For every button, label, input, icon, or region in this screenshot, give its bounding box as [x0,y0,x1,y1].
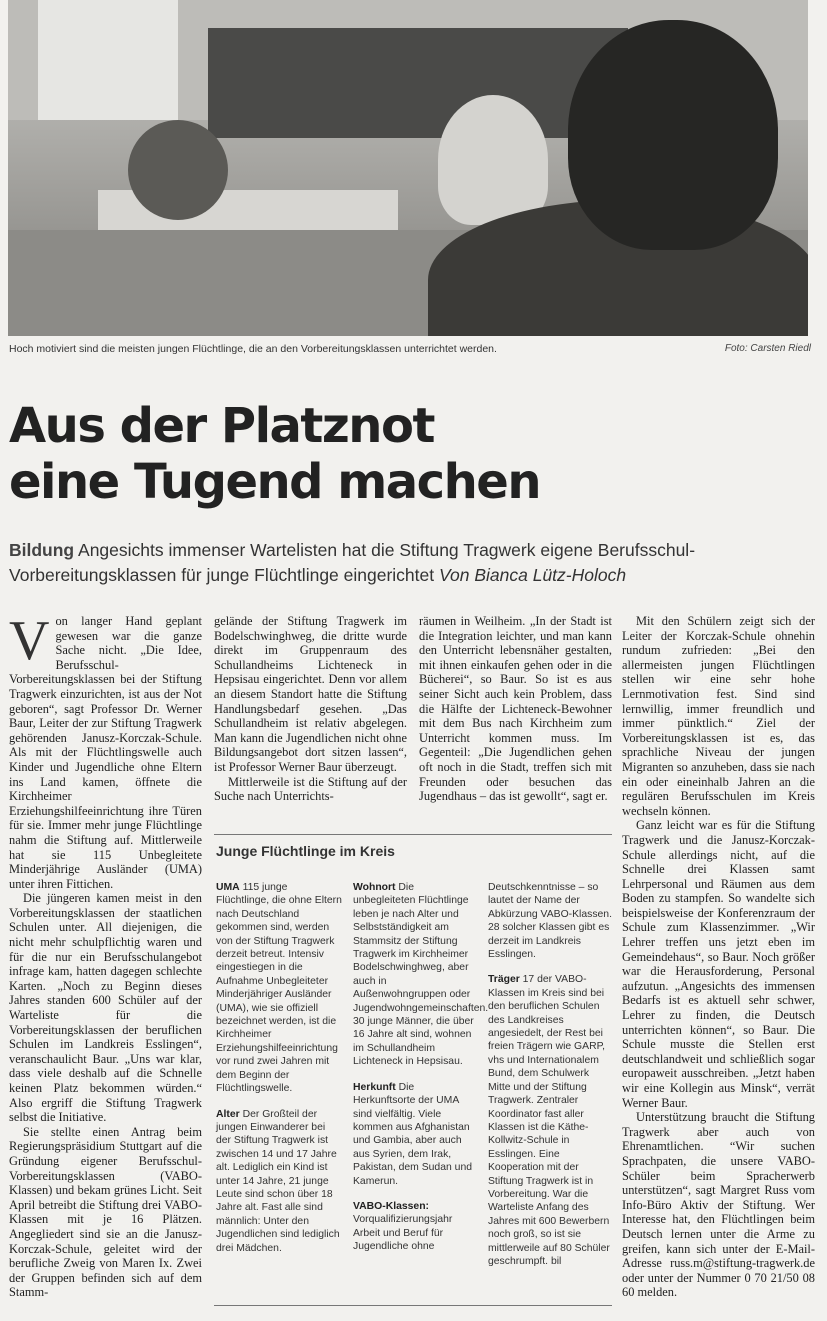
article-column-1 [9,610,202,1300]
article-paragraph: Sie stellte einen Antrag beim Regierungspräsidium Stuttgart auf die Gründung eigener Berufsschul-Vorbereitungsklassen (VABO-Klassen) und bekam grünes Licht. Seit April betreibt die Stiftung drei VABO-Klassen mit je 16 Plätzen. Angegliedert sind sie an die Janusz-Korczak-Schule, geleitet wird der berufliche Zweig von Maren Ix. Zwei der Gruppen befinden sich auf dem Stamm- [9,1124,202,1300]
article-paragraph: Mit den Schülern zeigt sich der Leiter der Korczak-Schule ohnehin rundum zufrieden: „Bei den allermeisten jungen Flüchtlingen stellen wir eine sehr hohe Lernmotivation fest. Sind sind lernwillig, immer freundlich und immer pünktlich.“ Ziel der Vorbereitungsklassen ist es, das sprachliche Niveau der jungen Migranten so anzuheben, dass sie nach ein oder eineinhalb Jahren an die regulären Berufsschulen im Kreis wechseln können. [622,614,815,818]
article-paragraph: gelände der Stiftung Tragwerk im Bodelschwinghweg, die dritte wurde direkt im Gruppenraum des Schullandheims Lichteneck in Hepsisau eingerichtet. Denn vor allem an diesem Standort hatte die Stiftung Handlungsbedarf gesehen. „Das Schullandheim ist relativ abgelegen. Man kann die Jugendlichen nicht ohne Bildungsangebot dort sitzen lassen“, ist Professor Werner Baur überzeugt. [214,614,407,774]
infobox-column-2 [353,881,489,1266]
infobox-entry: Herkunft Die Herkunftsorte der UMA sind vielfältig. Viele kommen aus Afghanistan und Gambia, aber auch aus Syrien, dem Irak, Pakistan, dem Sudan und Kamerun. [353,1081,472,1187]
infobox-entry: Wohnort Die unbegleiteten Flüchtlinge leben je nach Alter und Selbstständigkeit am Stammsitz der Stiftung Tragwerk im Kirchheimer Bodelschwinghweg, aber auch in Außenwohngruppen oder Jugendwohngemeinschaften. 30 junge Männer, die über 16 Jahre alt sind, wohnen im Schullandheim Lichteneck in Hepsisau. [353,882,489,1068]
infobox [214,834,612,1306]
article-column-2 [214,614,407,804]
headline [9,398,809,510]
article-paragraph: Ganz leicht war es für die Stiftung Tragwerk und die Janusz-Korczak-Schule allerdings nicht, auf die Schnelle drei Klassen samt Lehrpersonal und Räumen aus dem Boden zu stampfen. So wandelte sich beispielsweise der Konferenzraum der Schule zum Klassenzimmer. „Wir Lehrer treffen uns jetzt eben im Gemeindehaus“, so Baur. Noch größer war die Herausforderung, Personal aufzutun. „Angesichts des immensen Bedarfs ist es aktuell sehr schwer, Lehrer zu finden, die Deutsch unterrichten können“, so Baur. Die Schule musste die Stellen erst deutschlandweit und schließlich sogar europaweit ausschreiben. „Jetzt haben wir eine Kollegin aus Minsk“, verrät Werner Baur. [622,818,815,1110]
infobox-column-3 [488,881,614,1280]
infobox-title: Junge Flüchtlinge im Kreis [216,843,395,859]
infobox-column-1 [216,881,342,1267]
article-paragraph: Mittlerweile ist die Stiftung auf der Suche nach Unterrichts- [214,774,407,804]
headline-line2: eine Tugend machen [9,454,540,510]
infobox-entry: UMA 115 junge Flüchtlinge, die ohne Eltern nach Deutschland gekommen sind, werden von der Stiftung Tragwerk derzeit betreut. Intensiv eingestiegen in die Aufnahme Unbegleiteter Minderjähriger Ausländer (UMA), wie sie offiziell bezeichnet werden, ist die Kirchheimer Erziehungshilfeeinrichtung vor rund zwei Jahren mit dem Beginn der Flüchtlingswelle. [216,882,342,1095]
article-column-3 [419,614,612,804]
article-paragraph: räumen in Weilheim. „In der Stadt ist die Integration leichter, und man kann den Unterricht lebensnäher gestalten, mit ihnen einkaufen gehen oder in die Bücherei“, so Baur. So ist es aus seiner Sicht auch kein Problem, dass die Hälfte der Lichteneck-Bewohner mit dem Bus nach Kirchheim zum Unterricht kommen muss. Im Gegenteil: „Die Jugendlichen gehen oft noch in die Stadt, treffen sich mit Freunden oder besuchen das Jugendhaus – das ist gewollt“, sagt er. [419,614,612,804]
deck-text: Angesichts immenser Wartelisten hat die Stiftung Tragwerk eigene Berufsschul-Vorbereitungsklassen für junge Flüchtlinge eingerichtet [9,540,696,585]
article-paragraph: Von langer Hand geplant gewesen war die ganze Sache nicht. „Die Idee, Berufsschul-Vorbereitungsklassen bei der Stiftung Tragwerk einzurichten, ist aus der Not geboren“, sagt Professor Dr. Werner Baur, Leiter der zur Stiftung Tragwerk gehörenden Janusz-Korczak-Schule. Als mit der Flüchtlingswelle auch Kinder und Jugendliche ohne Eltern ins Land kamen, öffnete die Kirchheimer Erziehungshilfeeinrichtung ihre Türen für sie. Immer mehr junge Flüchtlinge nahm die Stiftung auf. Mittlerweile hat sie 115 Unbegleitete Minderjährige Ausländer (UMA) unter ihren Fittichen. [9,610,202,891]
headline-line1: Aus der Platznot [9,398,434,454]
classroom-photo [8,0,808,336]
article-paragraph: Unterstützung braucht die Stiftung Tragwerk aber auch von Ehrenamtlichen. “Wir suchen Sprachpaten, die unsere VABO-Schüler beim Spracherwerb unterstützen“, sagt Margret Russ vom Info-Büro Aktiv der Stiftung. Wer Interesse hat, den Flüchtlingen beim Deutsch lernen unter die Arme zu greifen, kann sich unter der E-Mail-Adresse russ.m@stiftung-tragwerk.de oder unter der Nummer 0 70 21/50 08 60 melden. [622,1110,815,1300]
infobox-entry: Alter Der Großteil der jungen Einwanderer bei der Stiftung Tragwerk ist zwischen 14 und 17 Jahre alt. Lediglich ein Kind ist unter 14 Jahre, 21 junge Leute sind schon über 18 Jahre alt. Fast alle sind männlich: Unter den Jugendlichen sind lediglich drei Mädchen. [216,1108,340,1254]
infobox-entry: Deutschkenntnisse – so lautet der Name der Abkürzung VABO-Klassen. 28 solcher Klassen gibt es derzeit im Landkreis Esslingen. [488,882,612,961]
photo-caption: Hoch motiviert sind die meisten jungen Flüchtlinge, die an den Vorbereitungsklassen unterrichtet werden. [9,343,497,355]
deck [9,538,809,588]
infobox-entry: Träger 17 der VABO-Klassen im Kreis sind bei den beruflichen Schulen des Landkreises angesiedelt, der Rest bei freien Trägern wie GARP, vhs und Internationalem Bund, dem Schulwerk Mitte und der Stiftung Tragwerk. Zentraler Koordinator fast aller Klassen ist die Käthe-Kollwitz-Schule in Esslingen. Eine Kooperation mit der Stiftung Tragwerk ist in Vorbereitung. War die Warteliste Anfang des Jahres mit 600 Bewerbern noch groß, so ist sie mittlerweile auf 80 Schüler geschrumpft. bil [488,974,610,1267]
infobox-entry: VABO-Klassen: Vorqualifizierungsjahr Arbeit und Beruf für Jugendliche ohne [353,1200,453,1253]
article-paragraph: Die jüngeren kamen meist in den Vorbereitungsklassen der staatlichen Schulen unter. All diejenigen, die nicht mehr schulpflichtig waren und für die nur ein Berufsschulangebot infrage kam, hatten dagegen schlechte Karten. „Noch zu Beginn dieses Jahres standen 600 Schüler auf der Warteliste für die Vorbereitungsklassen der beruflichen Schulen im Landkreis Esslingen“, veranschaulicht Baur. „Uns war klar, dass viele deshalb auf die Schnelle keinen Platz bekommen würden.“ Also ergriff die Stiftung Tragwerk selbst die Initiative. [9,891,202,1125]
dropcap: V [9,610,50,672]
article-column-4 [622,614,815,1300]
photo-credit: Foto: Carsten Riedl [724,343,811,354]
deck-kicker: Bildung [9,540,75,560]
deck-author: Von Bianca Lütz-Holoch [439,565,627,585]
